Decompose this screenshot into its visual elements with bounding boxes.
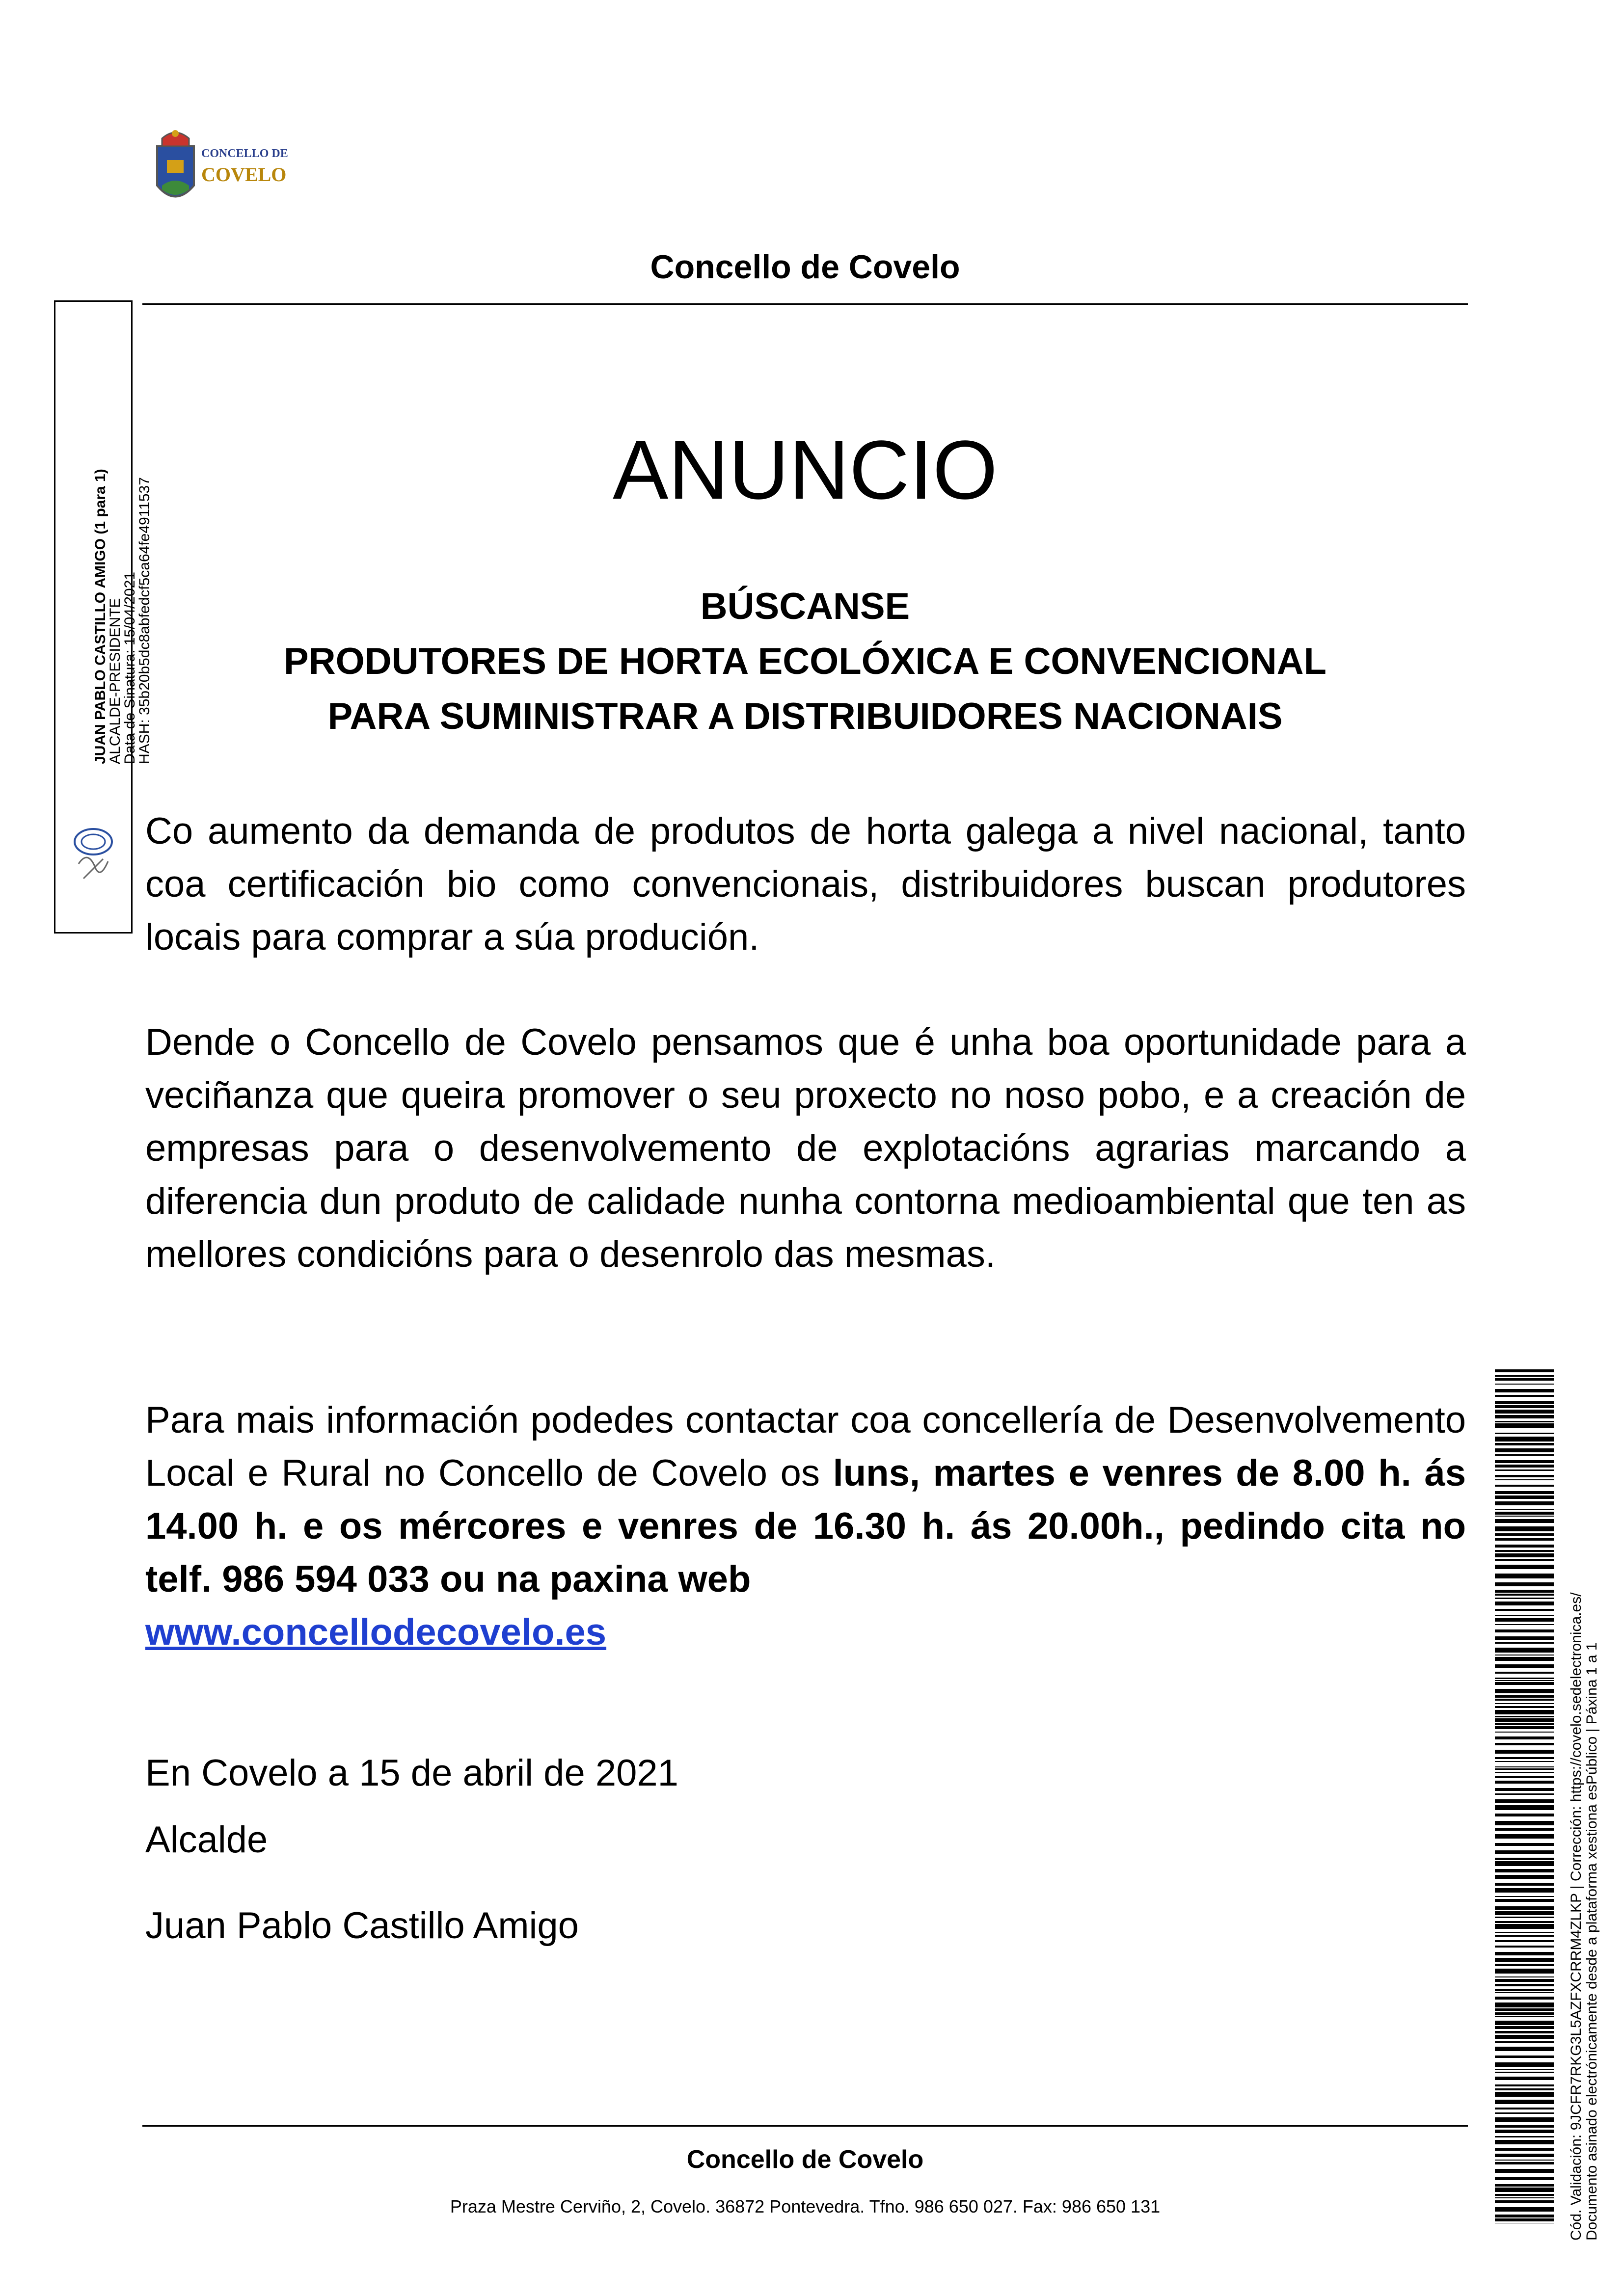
- barcode-stripe: [1495, 1997, 1554, 2000]
- barcode-stripe: [1495, 2092, 1554, 2097]
- paragraph-3: [145, 1394, 1466, 1659]
- barcode-stripe: [1495, 1582, 1554, 1586]
- barcode-stripe: [1495, 1924, 1554, 1929]
- barcode-stripe: [1495, 2154, 1554, 2157]
- barcode-stripe: [1495, 1699, 1554, 1701]
- barcode-stripe: [1495, 1776, 1554, 1778]
- paragraph-3-schedule: luns, martes e venres de 8.00 h. ás 14.00 h. e os mércores e venres de 16.30 h. ás 20.00h., pedindo cita no telf. 986 594 033 ou na paxina web: [145, 1452, 1466, 1600]
- barcode-stripe: [1495, 2002, 1554, 2007]
- barcode-stripe: [1495, 2136, 1554, 2137]
- barcode-stripe: [1495, 1768, 1554, 1770]
- barcode-stripe: [1495, 1485, 1554, 1487]
- barcode-stripe: [1495, 1946, 1554, 1948]
- barcode-stripe: [1495, 2125, 1554, 2128]
- barcode-stripe: [1495, 2200, 1554, 2203]
- barcode-stripe: [1495, 2108, 1554, 2109]
- barcode-stripe: [1495, 1940, 1554, 1942]
- barcode-stripe: [1495, 1843, 1554, 1846]
- barcode-stripe: [1495, 2088, 1554, 2090]
- barcode-stripe: [1495, 1519, 1554, 1523]
- barcode-stripe: [1495, 1883, 1554, 1886]
- barcode-stripe: [1495, 2112, 1554, 2114]
- barcode-stripe: [1495, 1875, 1554, 1879]
- headline-line-2: PRODUTORES DE HORTA ECOLÓXICA E CONVENCIONAL: [284, 641, 1326, 682]
- signature-role: ALCALDE-PRESIDENTE: [107, 598, 123, 764]
- document-title: ANUNCIO: [613, 424, 998, 517]
- barcode-stripe: [1495, 2207, 1554, 2212]
- logo-text-bottom: COVELO: [201, 163, 287, 186]
- logo-text-top: CONCELLO DE: [201, 147, 288, 160]
- barcode-stripe: [1495, 1821, 1554, 1825]
- barcode-stripe: [1495, 1799, 1554, 1803]
- barcode-stripe: [1495, 1695, 1554, 1698]
- barcode-stripe: [1495, 2140, 1554, 2144]
- barcode-stripe: [1495, 2215, 1554, 2217]
- barcode-stripe: [1495, 1761, 1554, 1762]
- barcode-stripe: [1495, 1976, 1554, 1977]
- barcode-stripe: [1495, 1553, 1554, 1557]
- barcode-stripe: [1495, 1533, 1554, 1536]
- barcode-stripe: [1495, 1689, 1554, 1693]
- barcode-stripe: [1495, 1545, 1554, 1548]
- paragraph-2: Dende o Concello de Covelo pensamos que é unha boa oportunidade para a veciñanza que queira promover o seu proxecto no noso pobo, e a creación de empresas para o desenvolvemento de explotacións agrarias marcando a diferencia dun produto de calidade nunha contorna medioambiental que ten as mellores condicións para o desenrolo das mesmas.: [145, 1021, 1466, 1275]
- signature-hash: HASH: 35b20b5dc8abfedcf5ca64fe4911537: [136, 477, 153, 764]
- barcode-stripe: [1495, 1911, 1554, 1915]
- barcode-stripe: [1495, 1899, 1554, 1902]
- barcode-stripe: [1495, 1834, 1554, 1839]
- barcode-stripe: [1495, 1598, 1554, 1599]
- barcode-stripe: [1495, 1389, 1554, 1392]
- barcode-stripe: [1495, 1935, 1554, 1937]
- barcode-stripe: [1495, 1917, 1554, 1918]
- barcode-stripe: [1495, 1395, 1554, 1397]
- barcode-stripe: [1495, 1952, 1554, 1955]
- closing-date: En Covelo a 15 de abril de 2021: [145, 1752, 678, 1794]
- barcode-stripe: [1495, 1906, 1554, 1910]
- barcode-stripe: [1495, 1793, 1554, 1795]
- barcode-stripe: [1495, 1888, 1554, 1893]
- barcode-stripe: [1495, 1664, 1554, 1668]
- barcode-stripe: [1495, 2162, 1554, 2164]
- barcode-stripe: [1495, 1512, 1554, 1515]
- barcode-stripe: [1495, 2031, 1554, 2033]
- barcode-stripe: [1495, 1443, 1554, 1445]
- barcode-stripe: [1495, 1718, 1554, 1722]
- barcode-stripe: [1495, 1538, 1554, 1541]
- barcode-stripe: [1495, 1401, 1554, 1404]
- barcode-stripe: [1495, 1410, 1554, 1414]
- barcode-stripe: [1495, 1465, 1554, 1468]
- footer-divider: [142, 2125, 1468, 2127]
- barcode-stripe: [1495, 1958, 1554, 1962]
- barcode-stripe: [1495, 1501, 1554, 1505]
- closing-block: [145, 1740, 678, 1873]
- paragraph-3-text: Para mais información podedes contactar coa concellería de Desenvolvemento Local e Rural no Concello de Covelo os: [145, 1399, 1466, 1494]
- barcode-stripe: [1495, 1858, 1554, 1860]
- barcode-stripe: [1495, 1828, 1554, 1831]
- barcode-stripe: [1495, 1618, 1554, 1622]
- barcode-stripe: [1495, 2218, 1554, 2221]
- barcode-stripe: [1495, 1657, 1554, 1661]
- signer-name: Juan Pablo Castillo Amigo: [145, 1905, 579, 1947]
- barcode-stripe: [1495, 1706, 1554, 1708]
- barcode-stripe: [1495, 2100, 1554, 2104]
- barcode-stripe: [1495, 2130, 1554, 2133]
- barcode-stripe: [1495, 1378, 1554, 1381]
- barcode-stripe: [1495, 2188, 1554, 2192]
- barcode-stripe: [1495, 1559, 1554, 1561]
- barcode-stripe: [1495, 1433, 1554, 1434]
- signature-name: JUAN PABLO CASTILLO AMIGO (1 para 1): [92, 469, 108, 764]
- barcode-stripe: [1495, 1437, 1554, 1442]
- barcode-icon: [1495, 1369, 1554, 2223]
- barcode-stripe: [1495, 1869, 1554, 1872]
- barcode-stripe: [1495, 1672, 1554, 1674]
- barcode-stripe: [1495, 1516, 1554, 1517]
- barcode-stripe: [1495, 1750, 1554, 1754]
- barcode-stripe: [1495, 1979, 1554, 1982]
- closing-role: Alcalde: [145, 1819, 268, 1861]
- barcode-stripe: [1495, 1405, 1554, 1408]
- barcode-stripe: [1495, 1609, 1554, 1611]
- barcode-stripe: [1495, 1423, 1554, 1428]
- barcode-stripe: [1495, 1805, 1554, 1810]
- barcode-stripe: [1495, 1716, 1554, 1717]
- footer-address: Praza Mestre Cerviño, 2, Covelo. 36872 Pontevedra. Tfno. 986 650 027. Fax: 986 650 131: [450, 2196, 1161, 2216]
- barcode-stripe: [1495, 2072, 1554, 2073]
- barcode-stripe: [1495, 2047, 1554, 2051]
- barcode-stripe: [1495, 2016, 1554, 2017]
- headline-line-1: BÚSCANSE: [700, 586, 910, 627]
- barcode-stripe: [1495, 1703, 1554, 1704]
- barcode-stripe: [1495, 2148, 1554, 2151]
- barcode-stripe: [1495, 1421, 1554, 1422]
- barcode-stripe: [1495, 1448, 1554, 1452]
- signature-stamp-icon: [69, 815, 118, 888]
- barcode-stripe: [1495, 1736, 1554, 1739]
- barcode-stripe: [1495, 1766, 1554, 1767]
- barcode-stripe: [1495, 2077, 1554, 2080]
- barcode-stripe: [1495, 1732, 1554, 1733]
- barcode-stripe: [1495, 1921, 1554, 1923]
- barcode-stripe: [1495, 1964, 1554, 1966]
- website-link[interactable]: www.concellodecovelo.es: [145, 1611, 607, 1653]
- header-divider: [142, 303, 1468, 305]
- barcode-stripe: [1495, 2008, 1554, 2011]
- barcode-stripe: [1495, 1460, 1554, 1463]
- barcode-stripe: [1495, 1475, 1554, 1477]
- barcode-stripe: [1495, 1509, 1554, 1510]
- paragraph-1: Co aumento da demanda de produtos de horta galega a nivel nacional, tanto coa certificación bio como convencionais, distribuidores buscan produtores locais para comprar a súa produción.: [145, 810, 1466, 958]
- barcode-stripe: [1495, 1375, 1554, 1377]
- barcode-stripe: [1495, 1757, 1554, 1759]
- barcode-stripe: [1495, 1415, 1554, 1418]
- barcode-stripe: [1495, 1479, 1554, 1480]
- barcode-stripe: [1495, 2160, 1554, 2161]
- barcode-stripe: [1495, 1726, 1554, 1729]
- barcode-stripe: [1495, 1850, 1554, 1854]
- barcode-stripe: [1495, 1526, 1554, 1531]
- barcode-stripe: [1495, 1743, 1554, 1745]
- barcode-stripe: [1495, 2056, 1554, 2058]
- barcode-stripe: [1495, 1636, 1554, 1640]
- headline-line-3: PARA SUMINISTRAR A DISTRIBUIDORES NACIONAIS: [327, 695, 1283, 737]
- barcode-stripe: [1495, 1590, 1554, 1593]
- barcode-stripe: [1495, 1781, 1554, 1784]
- document-headline: [142, 579, 1468, 744]
- barcode-stripe: [1495, 1896, 1554, 1897]
- validation-code: Cód. Validación: 9JCFR7RKG3L5AZFXCRRM4ZLKP | Corrección: https://covelo.sedelectronica.es/: [1568, 1592, 1584, 2241]
- barcode-stripe: [1495, 1992, 1554, 1993]
- barcode-stripe: [1495, 1594, 1554, 1596]
- footer-title: Concello de Covelo: [686, 2145, 924, 2174]
- barcode-stripe: [1495, 2194, 1554, 2196]
- barcode-stripe: [1495, 1678, 1554, 1679]
- barcode-stripe: [1495, 1384, 1554, 1385]
- barcode-stripe: [1495, 1710, 1554, 1714]
- barcode-stripe: [1495, 2184, 1554, 2187]
- barcode-stripe: [1495, 2035, 1554, 2039]
- barcode-stripe: [1495, 1574, 1554, 1578]
- barcode-stripe: [1495, 1648, 1554, 1653]
- barcode-stripe: [1495, 1861, 1554, 1866]
- barcode-stripe: [1495, 2117, 1554, 2122]
- barcode-stripe: [1495, 1814, 1554, 1816]
- barcode-stripe: [1495, 1969, 1554, 1974]
- barcode-stripe: [1495, 1723, 1554, 1725]
- barcode-stripe: [1495, 1932, 1554, 1933]
- barcode-stripe: [1495, 1454, 1554, 1456]
- barcode-stripe: [1495, 2021, 1554, 2025]
- barcode-stripe: [1495, 1629, 1554, 1632]
- barcode-stripe: [1495, 2012, 1554, 2015]
- barcode-stripe: [1495, 1680, 1554, 1681]
- barcode-stripe: [1495, 1495, 1554, 1499]
- barcode-stripe: [1495, 1491, 1554, 1494]
- barcode-stripe: [1495, 1624, 1554, 1625]
- barcode-stripe: [1495, 1984, 1554, 1986]
- barcode-stripe: [1495, 2026, 1554, 2029]
- barcode-stripe: [1495, 1469, 1554, 1471]
- barcode-stripe: [1495, 1615, 1554, 1616]
- barcode-stripe: [1495, 1772, 1554, 1773]
- validation-note: Documento asinado electrónicamente desde a plataforma xestiona esPúblico | Páxina 1 a 1: [1584, 1642, 1600, 2241]
- barcode-stripe: [1495, 1682, 1554, 1685]
- barcode-stripe: [1495, 2069, 1554, 2070]
- signature-date: Data de Sinatura: 15/04/2021: [122, 572, 138, 764]
- barcode-stripe: [1495, 1369, 1554, 1372]
- barcode-stripe: [1495, 2169, 1554, 2173]
- barcode-stripe: [1495, 1565, 1554, 1569]
- barcode-stripe: [1495, 2084, 1554, 2086]
- barcode-stripe: [1495, 1642, 1554, 1644]
- barcode-stripe: [1495, 1602, 1554, 1605]
- barcode-stripe: [1495, 2062, 1554, 2067]
- header-title: Concello de Covelo: [650, 248, 960, 286]
- barcode-stripe: [1495, 1550, 1554, 1552]
- barcode-stripe: [1495, 1788, 1554, 1791]
- barcode-stripe: [1495, 2177, 1554, 2180]
- barcode-stripe: [1495, 2041, 1554, 2043]
- barcode-stripe: [1495, 2197, 1554, 2198]
- barcode-stripe: [1495, 1989, 1554, 1991]
